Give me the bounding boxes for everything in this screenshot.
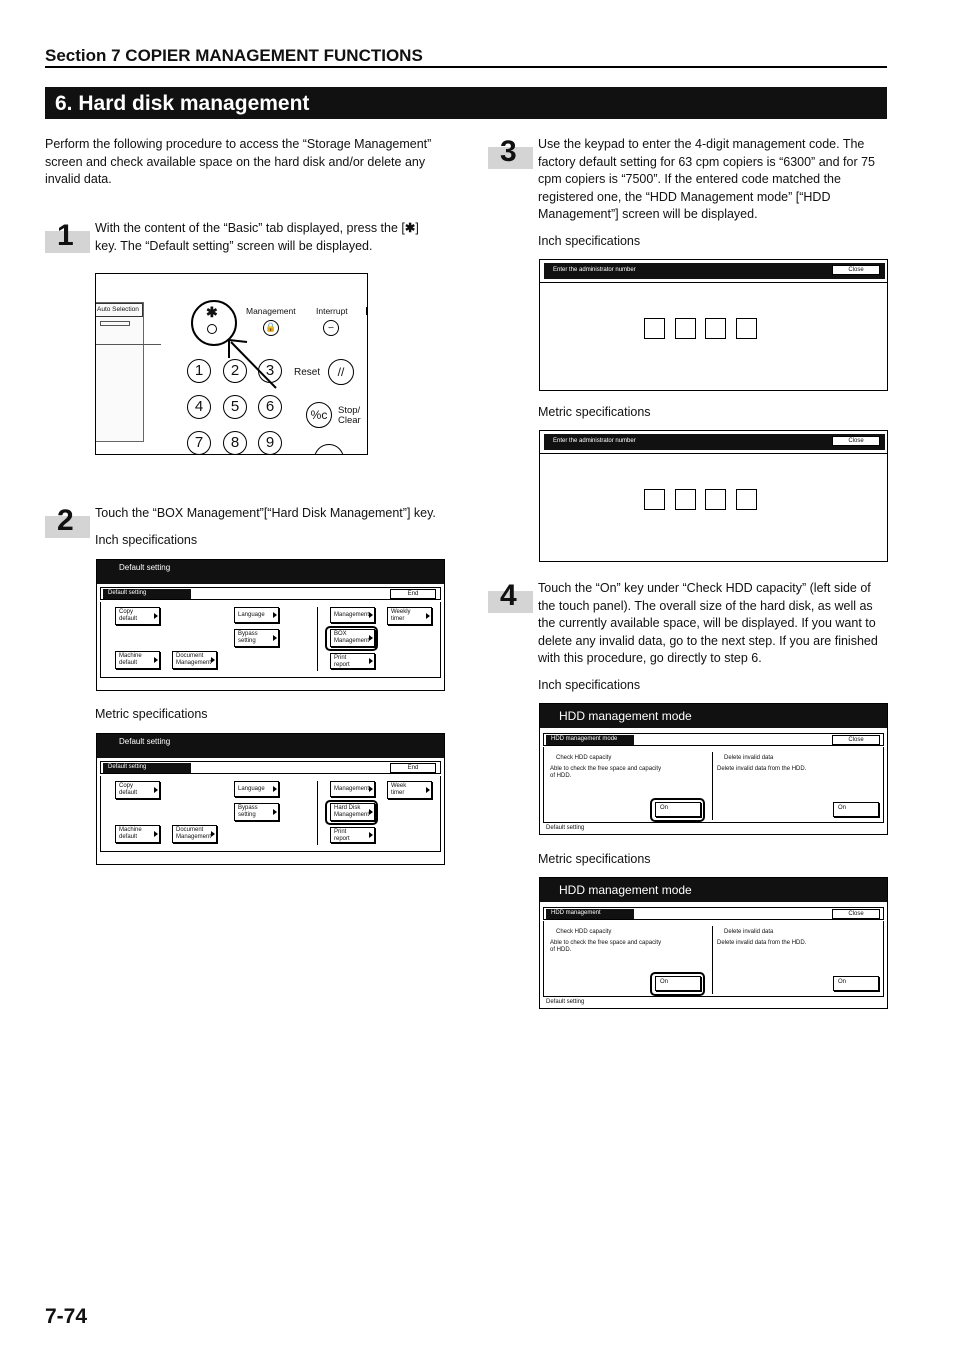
delete-invalid-on-button[interactable]: On (833, 976, 879, 991)
key-4[interactable]: 4 (187, 395, 211, 419)
step-3-metric-label: Metric specifications (538, 405, 651, 419)
language-button[interactable]: Language (234, 607, 279, 623)
clear-key-label: Clear (338, 415, 361, 426)
step-3-number: 3 (488, 147, 533, 169)
default-setting-screen-metric (96, 733, 445, 865)
default-setting-screen-inch (96, 559, 445, 691)
check-hdd-desc-2: of HDD. (550, 773, 572, 779)
screen-header: HDD management mode (540, 878, 887, 902)
interrupt-icon[interactable]: ∽ (323, 320, 339, 336)
digit-box-2 (675, 489, 696, 510)
machine-default-button[interactable]: Machine default (115, 651, 160, 669)
end-button[interactable]: End (390, 763, 436, 773)
weekly-timer-button[interactable]: Weekly timer (387, 607, 432, 625)
close-button[interactable]: Close (832, 735, 880, 745)
screen-header: Default setting (97, 734, 444, 758)
on-button-highlight (650, 972, 705, 996)
check-hdd-desc-1: Able to check the free space and capacity (550, 940, 662, 946)
key-6[interactable]: 6 (258, 395, 282, 419)
tab-hdd-management[interactable]: HDD management mode (546, 735, 634, 745)
key-7[interactable]: 7 (187, 431, 211, 455)
management-key-label: Management (246, 306, 296, 316)
admin-number-screen-metric (539, 430, 888, 562)
machine-default-button[interactable]: Machine default (115, 825, 160, 843)
digit-box-4 (736, 489, 757, 510)
check-hdd-desc-1: Able to check the free space and capacity (550, 766, 662, 772)
screen-header: HDD management mode (540, 704, 887, 728)
step-3-text: Use the keypad to enter the 4-digit management code. The factory default setting for 63 cpm copiers is “6300” and for 75 cpm copiers is “7500”. If the entered code matched the registered one, the “HDD Management mode” [“HDD Management”] screen will be displayed. (538, 137, 875, 221)
bypass-setting-button[interactable]: Bypass setting (234, 803, 279, 821)
hdd-management-screen-inch (539, 703, 888, 835)
digit-box-2 (675, 318, 696, 339)
tab-default-setting[interactable]: Default setting (103, 763, 191, 773)
bypass-setting-button[interactable]: Bypass setting (234, 629, 279, 647)
stop-clear-icon[interactable]: %c (306, 402, 332, 428)
step-4-number: 4 (488, 591, 533, 613)
screen-header: Default setting (97, 560, 444, 584)
delete-invalid-desc: Delete invalid data from the HDD. (717, 766, 807, 772)
copy-default-button[interactable]: Copy default (115, 607, 160, 625)
admin-title: Enter the administrator number (553, 267, 636, 273)
reset-key-label: Reset (294, 367, 321, 378)
indicator-bar (100, 321, 130, 326)
close-button[interactable]: Close (832, 436, 880, 446)
key-5[interactable]: 5 (223, 395, 247, 419)
close-button[interactable]: Close (832, 265, 880, 275)
copy-default-button[interactable]: Copy default (115, 781, 160, 799)
admin-number-screen-inch (539, 259, 888, 391)
admin-divider (540, 453, 887, 454)
admin-divider (540, 282, 887, 283)
step-1-text: With the content of the “Basic” tab displayed, press the [✱] key. The “Default setting” screen will be displayed. (95, 221, 419, 253)
close-button[interactable]: Close (832, 909, 880, 919)
divider (317, 607, 318, 671)
step-2-text: Touch the “BOX Management”[“Hard Disk Management”] key. (95, 506, 436, 520)
language-button[interactable]: Language (234, 781, 279, 797)
check-hdd-on-button[interactable]: On (655, 802, 701, 817)
admin-title: Enter the administrator number (553, 438, 636, 444)
step-1-number: 1 (45, 231, 90, 253)
default-setting-footer[interactable]: Default setting (546, 825, 585, 831)
delete-invalid-on-button[interactable]: On (833, 802, 879, 817)
digit-box-3 (705, 489, 726, 510)
digit-box-1 (644, 318, 665, 339)
check-hdd-desc-2: of HDD. (550, 947, 572, 953)
step-3-inch-label: Inch specifications (538, 234, 641, 248)
management-button[interactable]: Management (330, 781, 375, 797)
page-title: 6. Hard disk management (45, 87, 887, 119)
divider (317, 781, 318, 845)
key-2[interactable]: 2 (223, 359, 247, 383)
delete-invalid-desc: Delete invalid data from the HDD. (717, 940, 807, 946)
key-9[interactable]: 9 (258, 431, 282, 455)
auto-selection-button[interactable]: Auto Selection (96, 303, 143, 317)
step-4-text: Touch the “On” key under “Check HDD capacity” (left side of the touch panel). The overall size of the hard disk, as well as the currently available space, will be displayed. If you want to delete any invalid data, go to the next step. If you are finished with this procedure, go directly to step 6. (538, 581, 878, 665)
divider (712, 752, 713, 820)
key-1[interactable]: 1 (187, 359, 211, 383)
check-hdd-title: Check HDD capacity (556, 755, 612, 761)
step-4-metric-label: Metric specifications (538, 852, 651, 866)
star-key-icon: ✱ (404, 221, 416, 235)
hard-disk-management-highlight (325, 800, 378, 825)
reset-icon[interactable]: // (328, 359, 354, 385)
intro-paragraph: Perform the following procedure to access the “Storage Management” screen and check available space on the hard disk and/or delete any invalid data. (45, 137, 432, 186)
tab-hdd-management[interactable]: HDD management (546, 909, 634, 919)
stop-key-label: Stop/ (338, 405, 361, 416)
on-button-highlight (650, 798, 705, 822)
default-setting-footer[interactable]: Default setting (546, 999, 585, 1005)
star-key-led (207, 324, 217, 334)
digit-box-4 (736, 318, 757, 339)
document-management-button[interactable]: Document Management (172, 825, 217, 843)
operation-panel-figure (95, 273, 368, 455)
delete-invalid-title: Delete invalid data (724, 755, 774, 761)
delete-invalid-title: Delete invalid data (724, 929, 774, 935)
page-number: 7-74 (45, 1305, 88, 1328)
key-3[interactable]: 3 (258, 359, 282, 383)
section-header: Section 7 COPIER MANAGEMENT FUNCTIONS (45, 46, 887, 68)
panel-line (96, 344, 161, 345)
step-2-metric-label: Metric specifications (95, 707, 208, 721)
hdd-management-screen-metric (539, 877, 888, 1009)
step-2-inch-label: Inch specifications (95, 533, 198, 547)
key-8[interactable]: 8 (223, 431, 247, 455)
check-hdd-on-button[interactable]: On (655, 976, 701, 991)
lock-icon[interactable]: 🔒 (263, 320, 279, 336)
box-management-highlight (325, 626, 378, 651)
interrupt-key-label: Interrupt (316, 306, 348, 316)
start-key-icon[interactable] (314, 444, 344, 455)
check-hdd-title: Check HDD capacity (556, 929, 612, 935)
divider (712, 926, 713, 994)
tab-default-setting[interactable]: Default setting (103, 589, 191, 599)
document-management-button[interactable]: Document Management (172, 651, 217, 669)
digit-box-3 (705, 318, 726, 339)
digit-box-1 (644, 489, 665, 510)
management-button[interactable]: Management (330, 607, 375, 623)
print-report-button[interactable]: Print report (330, 827, 375, 843)
box-management-button[interactable]: BOX Management (330, 629, 375, 647)
end-button[interactable]: End (390, 589, 436, 599)
step-4-inch-label: Inch specifications (538, 678, 641, 692)
panel-tick (366, 307, 368, 315)
week-timer-button[interactable]: Week timer (387, 781, 432, 799)
hard-disk-management-button[interactable]: Hard Disk Management (330, 803, 375, 821)
star-key[interactable]: ✱ (206, 304, 218, 320)
step-2-number: 2 (45, 516, 90, 538)
print-report-button[interactable]: Print report (330, 653, 375, 669)
